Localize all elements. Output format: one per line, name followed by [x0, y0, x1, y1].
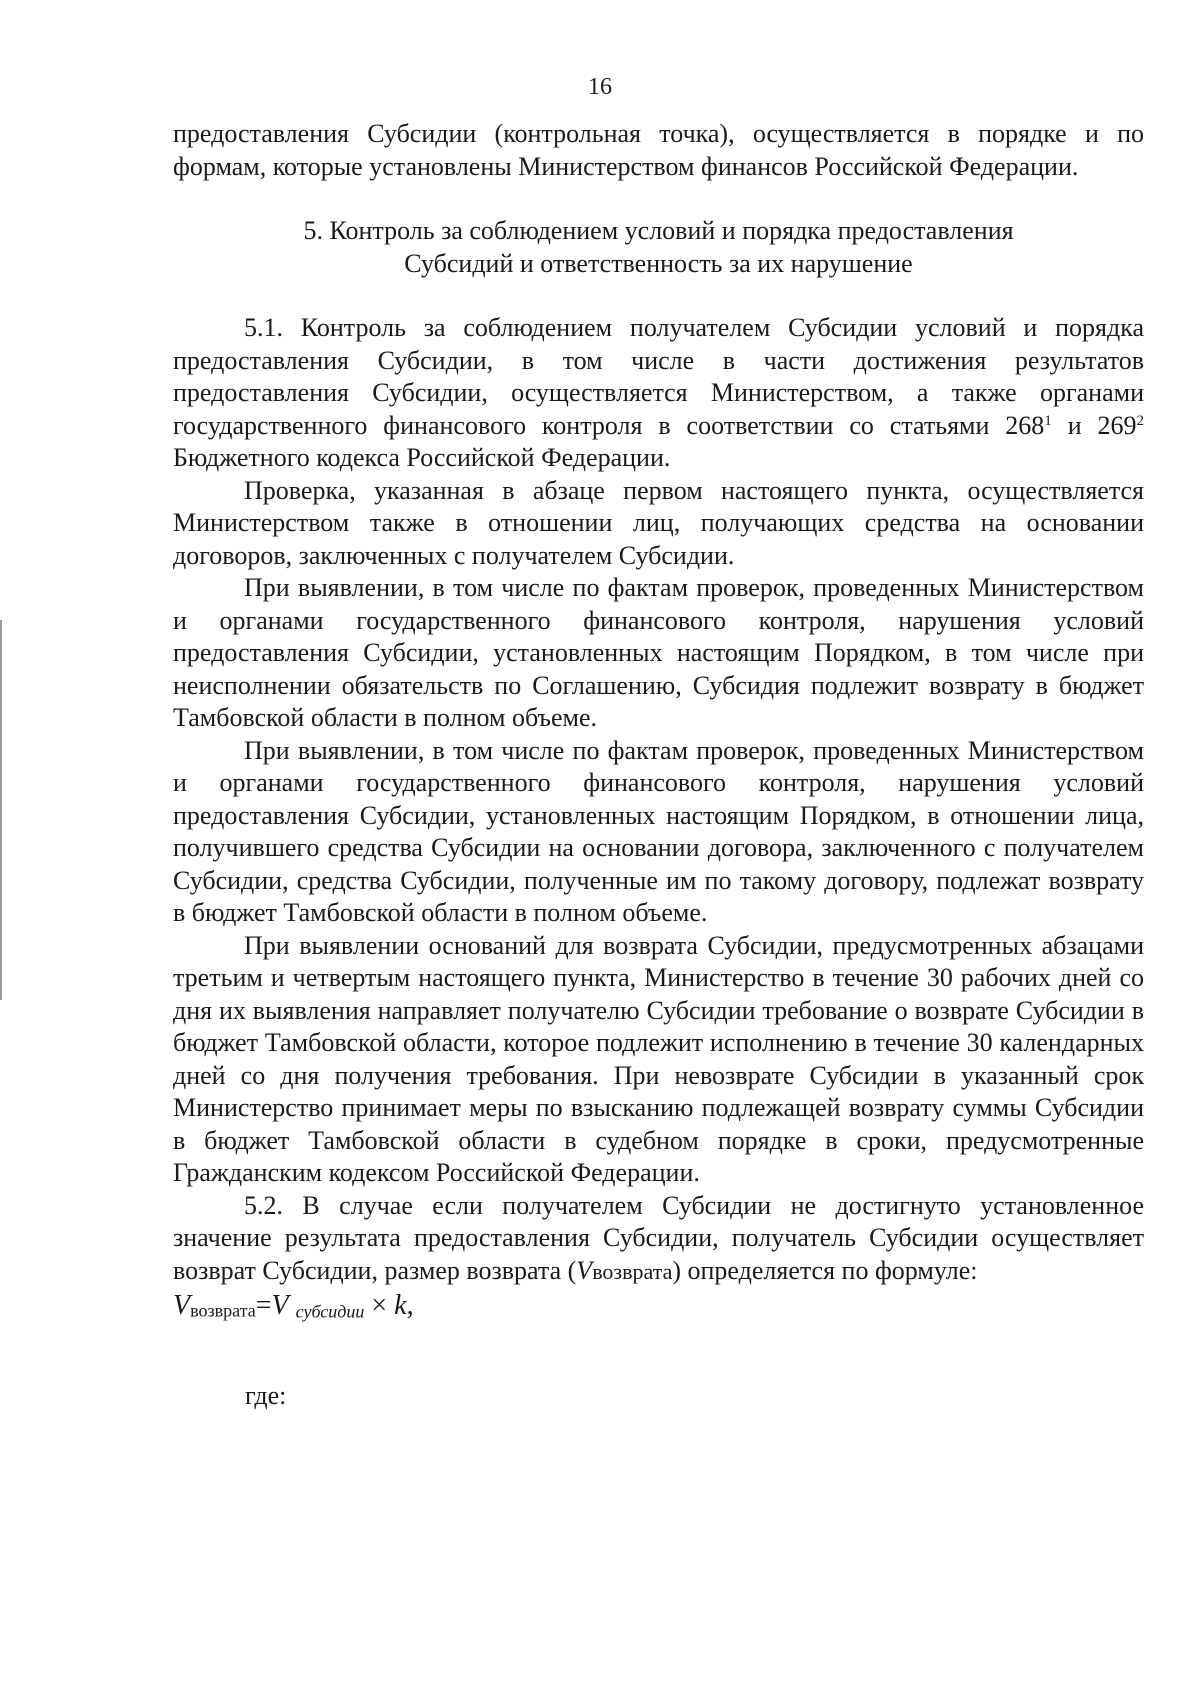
- formula-comma: ,: [406, 1290, 414, 1321]
- section-heading-line-2: Субсидий и ответственность за их нарушение: [404, 248, 913, 278]
- paragraph-5-1-text-a: 5.1. Контроль за соблюдением получателем Субсидии условий и порядка предоставления Субсидии, в том числе в части достижения результатов предоставления Субсидии, осуществляется Министерством, а также органами государственного финансового контроля в соответствии со статьями 268: [173, 313, 1144, 440]
- formula-equals: =: [255, 1290, 272, 1321]
- paragraph-5-2-text-b: ) определяется по формуле:: [672, 1255, 978, 1285]
- v-return-symbol: V: [576, 1255, 593, 1285]
- v-return-subscript: возврата: [592, 1258, 673, 1284]
- formula-times: ×: [371, 1290, 388, 1321]
- formula-v-subsidy: V: [271, 1290, 289, 1321]
- paragraph-5-1: [173, 312, 1144, 475]
- intro-paragraph: предоставления Субсидии (контрольная точка), осуществляется в порядке и по формам, которые установлены Министерством финансов Российской Федерации.: [173, 119, 1144, 181]
- paragraph-violation-2: При выявлении, в том числе по фактам проверок, проведенных Министерством и органами государственного финансового контроля, нарушения условий предоставления Субсидии, установленных настоящим Порядком, в отношении лица, получившего средства Субсидии на основании договора, заключенного с получателем Субсидии, средства Субсидии, полученные им по такому договору, подлежат возврату в бюджет Тамбовской области в полном объеме.: [173, 735, 1144, 927]
- formula-k: k: [394, 1290, 407, 1321]
- paragraph-5-2-text-a: 5.2. В случае если получателем Субсидии не достигнуто установленное значение результата предоставления Субсидии, получатель Субсидии осуществляет возврат Субсидии, размер возврата (: [173, 1190, 1144, 1285]
- document-body: [173, 118, 1144, 1412]
- paragraph-5-2: [173, 1190, 1144, 1289]
- paragraph-5-1-text-b: и 269: [1051, 410, 1137, 440]
- paragraph-5-1-text-c: Бюджетного кодекса Российской Федерации.: [173, 443, 671, 472]
- return-formula: [173, 1288, 1144, 1330]
- formula-v-return: V: [173, 1290, 191, 1321]
- section-heading: [173, 215, 1144, 280]
- formula-v-return-subscript: возврата: [190, 1300, 256, 1321]
- paragraph-return: При выявлении оснований для возврата Субсидии, предусмотренных абзацами третьим и четвертым настоящего пункта, Министерство в течение 30 рабочих дней со дня их выявления направляет получателю Субсидии требование о возврате Субсидии в бюджет Тамбовской области, которое подлежит исполнению в течение 30 календарных дней со дня получения требования. При невозврате Субсидии в указанный срок Министерство принимает меры по взысканию подлежащей возврату суммы Субсидии в бюджет Тамбовской области в судебном порядке в сроки, предусмотренные Гражданским кодексом Российской Федерации.: [173, 930, 1144, 1187]
- formula-v-subsidy-subscript: субсидии: [295, 1301, 365, 1322]
- footnote-superscript-2: 2: [1136, 412, 1144, 429]
- footnote-superscript-1: 1: [1044, 412, 1052, 429]
- paragraph-violation-1: При выявлении, в том числе по фактам проверок, проведенных Министерством и органами государственного финансового контроля, нарушения условий предоставления Субсидии, установленных настоящим Порядком, в том числе при неисполнении обязательств по Соглашению, Субсидия подлежит возврату в бюджет Тамбовской области в полном объеме.: [173, 573, 1144, 732]
- where-label: где:: [245, 1380, 287, 1410]
- page-number: 16: [588, 74, 612, 100]
- paragraph-check: Проверка, указанная в абзаце первом настоящего пункта, осуществляется Министерством также в отношении лиц, получающих средства на основании договоров, заключенных с получателем Субсидии.: [173, 475, 1144, 570]
- section-heading-line-1: 5. Контроль за соблюдением условий и порядка предоставления: [303, 216, 1014, 245]
- scan-edge-shadow: [0, 620, 2, 1000]
